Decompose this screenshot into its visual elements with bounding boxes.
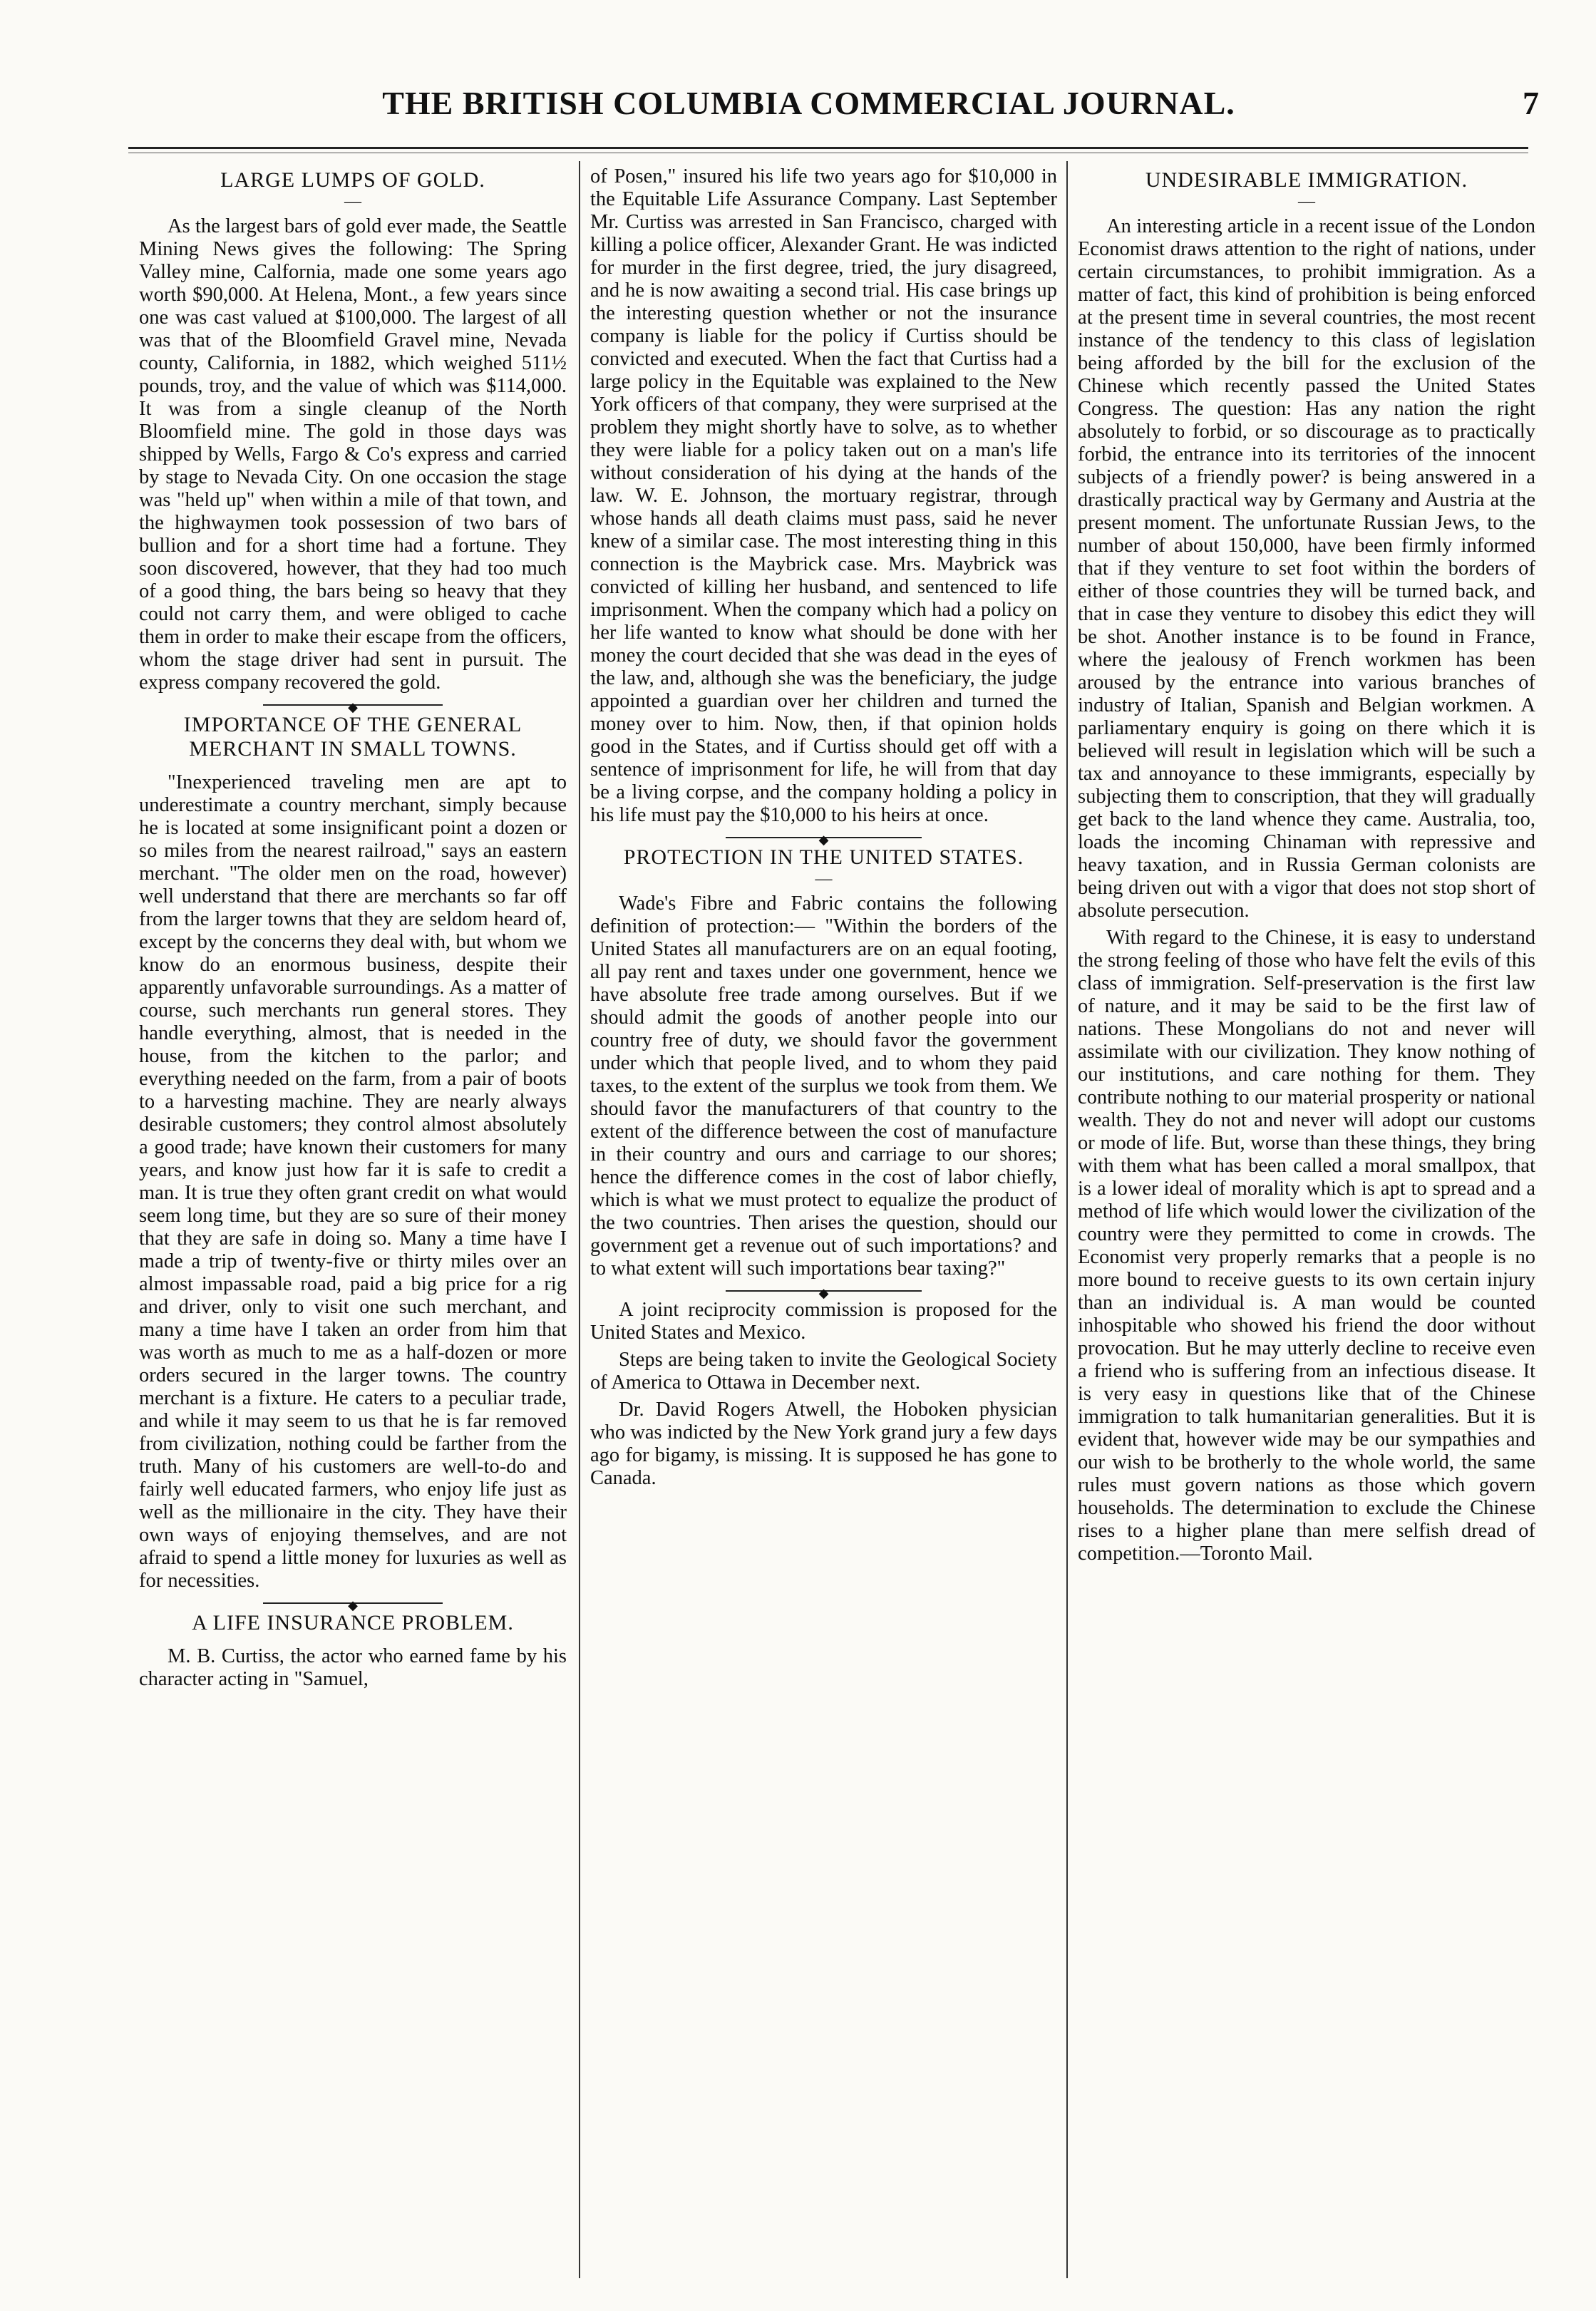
column-3 — [1078, 165, 1535, 2275]
article-heading: PROTECTION IN THE UNITED STATES. — [623, 845, 1024, 869]
article-heading: IMPORTANCE OF THE GENERAL MERCHANT IN SMALL TOWNS. — [183, 713, 522, 761]
article-heading: UNDESIRABLE IMMIGRATION. — [1145, 168, 1468, 192]
masthead-title: THE BRITISH COLUMBIA COMMERCIAL JOURNAL. — [382, 85, 1235, 121]
article-large-lumps-of-gold — [139, 168, 567, 694]
article-undesirable-immigration — [1078, 168, 1535, 1565]
article-continuation: of Posen," insured his life two years ago for $10,000 in the Equitable Life Assurance Company. Last September Mr. Curtiss was arrested in San Francisco, charged with killing a police officer, Alexander Grant. He was indicted for murder in the first degree, tried, the jury disagreed, and he is now awaiting a second trial. His case brings up the interesting question whether or not the insurance company is liable for the policy if Curtiss should be convicted and executed. When the fact that Curtiss had a large policy in the Equitable was explained to the New York officers of that company, they were surprised at the problem they might shortly have to solve, as to whether they were liable for a policy taken out on a man's life without consideration of his dying at the hands of the law. W. E. Johnson, the mortuary registrar, through whose hands all death claims must pass, said he never knew of a similar case. The most interesting thing in this connection is the Maybrick case. Mrs. Maybrick was convicted of killing her husband, and sentenced to life imprisonment. When the company which had a policy on her life wanted to know what should be done with her money the court decided that she was dead in the eyes of the law, and, although she was the beneficiary, the judge appointed a guardian over her children and turned the money over to him. Now, then, if that opinion holds good in the States, and if Curtiss should get off with a sentence of imprisonment for life, he will from that day be a living corpse, and the company holding a policy in his life must pay the $10,000 to his heirs at once. — [590, 165, 1057, 826]
spacer — [139, 1635, 567, 1645]
article-paragraph: "Inexperienced traveling men are apt to underestimate a country merchant, simply because he is located at some insignificant point a dozen or so miles from the nearest railroad," says an eastern merchant. "The older men on the road, however) well understand that there are merchants so far off from the larger towns that they are seldom heard of, except by the concerns they deal with, but whom we know do an enormous business, despite their apparently unfavorable surroundings. As a matter of course, such merchants run general stores. They handle everything, almost, that is needed in the house, from the kitchen to the parlor; and everything needed on the farm, from a pair of boots to a harvesting machine. They are nearly always desirable customers; they control almost absolutely a good trade; have known their customers for many years, and know just how far it is safe to credit a man. It is true they often grant credit on what would seem long time, but they are so sure of their money that they are safe in doing so. Many a time have I made a trip of twenty-five or thirty miles over an almost impassable road, paid a big price for a rig and driver, only to visit one such merchant, and many a time have I taken an order from him that was worth as much to me as a half-dozen or more orders secured in the larger towns. The country merchant is a fixture. He caters to a peculiar trade, and while it may seem to us that he is far removed from civilization, nothing could be farther from the truth. Many of his customers are well-to-do and fairly well educated farmers, who enjoy life just as well as the millionaire in the city. They have their own ways of enjoying themselves, and are not afraid to spend a little money for luxuries as well as for necessities. — [139, 771, 567, 1592]
column-1 — [139, 165, 567, 2275]
column-rule-1 — [579, 161, 580, 2278]
section-divider — [726, 837, 922, 838]
article-heading: A LIFE INSURANCE PROBLEM. — [192, 1611, 514, 1635]
article-paragraph: An interesting article in a recent issue of the London Economist draws attention to the right of nations, under certain circumstances, to prohibit immigration. As a matter of fact, this kind of prohibition is being enforced at the present time in several countries, the most recent instance of the tendency to this class of legislation being afforded by the bill for the exclusion of the Chinese which recently passed the United States Congress. The question: Has any nation the right absolutely to forbid, or so discourage as to practically forbid, the entrance into its territories of the innocent subjects of a friendly power? is being answered in a drastically practical way by Germany and Austria at the present moment. The unfortunate Russian Jews, to the number of about 150,000, have been firmly informed that if they venture to set foot within the borders of either of those countries they will be turned back, and that in case they venture to disobey this edict they will be shot. Another instance is to be found in France, where the jealousy of French workmen has been aroused by the entrance into various branches of industry of Italian, Spanish and Belgian workmen. A parliamentary enquiry is going on there which it is believed will result in legislation which will be such a tax and annoyance to these immigrants, especially by subjecting them to conscription, that they will gradually get back to the land whence they came. Australia, too, loads the incoming Chinaman with repressive and heavy taxation, and in Russia German colonists are being driven out with a vigor that does not stop short of absolute persecution. — [1078, 215, 1535, 922]
column-rule-2 — [1066, 161, 1068, 2278]
news-note: A joint reciprocity commission is proposed for the United States and Mexico. — [590, 1299, 1057, 1344]
article-protection — [590, 845, 1057, 1280]
article-life-insurance-problem — [139, 1611, 567, 1691]
heading-dash: — — [815, 870, 833, 888]
section-divider — [263, 704, 443, 706]
heading-dash: — — [344, 192, 361, 211]
news-note: Steps are being taken to invite the Geological Society of America to Ottawa in December next. — [590, 1349, 1057, 1394]
article-paragraph: Wade's Fibre and Fabric contains the following definition of protection:— "Within the borders of the United States all manufacturers are on an equal footing, all pay rent and taxes under one government, hence we have absolute free trade among ourselves. But if we should admit the goods of another people into our country free of duty, we should favor the government under which that people lived, and to whom they paid taxes, to the extent of the surplus we took from them. We should favor the manufacturers of that country to the extent of the difference between the cost of manufacture in their country and ours and carriage to our shores; hence the difference comes in the cost of labor chiefly, which is what we must protect to equalize the product of the two countries. Then arises the question, should our government get a revenue out of such importations? and to what extent will such importations bear taxing?" — [590, 892, 1057, 1280]
spacer — [139, 761, 567, 771]
column-2 — [590, 165, 1057, 2275]
page-number: 7 — [1523, 85, 1539, 121]
section-divider — [726, 1290, 922, 1292]
article-paragraph: As the largest bars of gold ever made, the Seattle Mining News gives the following: The Spring Valley mine, Calfornia, made one some years ago worth $90,000. At Helena, Mont., a few years since one was cast valued at $100,000. The largest of all was that of the Bloomfield Gravel mine, Nevada county, California, in 1882, which weighed 511½ pounds, troy, and the value of which was $114,000. It was from a single cleanup of the North Bloomfield mine. The gold in those days was shipped by Wells, Fargo & Co's express and carried by stage to Nevada City. On one occasion the stage was "held up" when within a mile of that town, and the highwaymen took possession of two bars of bullion and for a short time had a fortune. They soon discovered, however, that they had too much of a good thing, the bars being so heavy that they could not carry them, and were obliged to cache them in order to make their escape from the officers, whom the stage driver had sent in pursuit. The express company recovered the gold. — [139, 215, 567, 694]
masthead — [64, 84, 1553, 141]
news-note: Dr. David Rogers Atwell, the Hoboken physician who was indicted by the New York grand jury a few days ago for bigamy, is missing. It is supposed he has gone to Canada. — [590, 1399, 1057, 1489]
section-divider — [263, 1602, 443, 1604]
article-paragraph: With regard to the Chinese, it is easy to understand the strong feeling of those who have felt the evils of this class of immigration. Self-preservation is the first law of nature, and it may be said to be the first law of nations. These Mongolians do not and never will assimilate with our civilization. They know nothing of our institutions, and care nothing for them. They contribute nothing to our material prosperity or national wealth. They do not and never will adopt our customs or mode of life. But, worse than these things, they bring with them what has been called a moral smallpox, that is a lower ideal of morality which is apt to spread and a method of life which would lower the civilization of the country were they permitted to come in crowds. The Economist very properly remarks that a people is no more bound to receive guests to its own certain injury than an individual is. A man would be counted inhospitable who showed his friend the door without provocation. But he may utterly decline to receive even a friend who is suffering from an infectious disease. It is very easy in questions like that of the Chinese immigration to talk humanitarian generalities. But it is evident that, however wide may be our sympathies and our wish to be brotherly to the whole world, the same rules must govern nations as those which govern households. The determination to exclude the Chinese rises to a higher plane than mere selfish dread of competition.—Toronto Mail. — [1078, 927, 1535, 1565]
header-rule — [128, 147, 1528, 149]
article-heading: LARGE LUMPS OF GOLD. — [220, 168, 485, 192]
article-general-merchant — [139, 713, 567, 1592]
article-paragraph: M. B. Curtiss, the actor who earned fame by his character acting in "Samuel, — [139, 1645, 567, 1690]
heading-dash: — — [1298, 192, 1315, 211]
